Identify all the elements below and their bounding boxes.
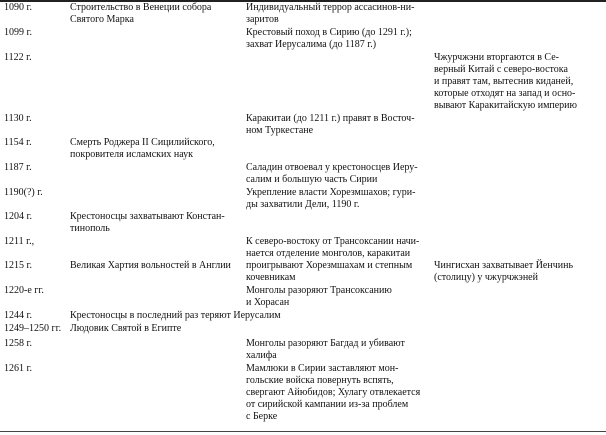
row-date: 1122 г. (4, 52, 32, 63)
row-date: 1190(?) г. (4, 187, 43, 198)
row-date: 1258 г. (4, 338, 32, 349)
cell-middle-east: Каракитаи (до 1211 г.) правят в Восточ- ном Туркестане (246, 113, 415, 136)
row-date: 1154 г. (4, 137, 32, 148)
cell-europe: Крестоносцы в последний раз теряют Иерусалим (70, 310, 281, 321)
row-date: 1215 г. (4, 260, 32, 271)
row-date: 1211 г., (4, 236, 35, 247)
row-date: 1249–1250 гг. (4, 323, 62, 334)
row-date: 1220-е гг. (4, 285, 44, 296)
row-date: 1130 г. (4, 113, 32, 124)
cell-east: Чжурчжэни вторгаются в Се- верный Китай с северо-востока и правят там, вытеснив киданей, которые отходят на запад и осно- вывают Каракитайскую империю (434, 52, 578, 111)
row-date: 1261 г. (4, 363, 32, 374)
cell-middle-east: Индивидуальный террор ассасинов-ни- заритов (246, 2, 415, 25)
cell-europe: Крестоносцы захватывают Констан- тинополь (70, 211, 225, 234)
cell-middle-east: Крестовый поход в Сирию (до 1291 г.); захват Иерусалима (до 1187 г.) (246, 27, 412, 50)
cell-middle-east: Мамлюки в Сирии заставляют мон- гольские войска повернуть вспять, свергают Айюбидов; Хулагу отвлекается от сирийской кампании из-за проблем с Берке (246, 363, 421, 422)
cell-middle-east: Монголы разоряют Трансоксанию и Хорасан (246, 285, 392, 308)
cell-europe: Людовик Святой в Египте (70, 323, 182, 334)
row-date: 1187 г. (4, 162, 32, 173)
table-bottom-rule (0, 431, 606, 432)
row-date: 1204 г. (4, 211, 32, 222)
cell-middle-east: Монголы разоряют Багдад и убивают халифа (246, 338, 405, 361)
cell-middle-east: Саладин отвоевал у крестоносцев Иеру- салим и большую часть Сирии (246, 162, 418, 185)
cell-europe: Великая Хартия вольностей в Англии (70, 260, 231, 271)
cell-europe: Строительство в Венеции собора Святого Марка (70, 2, 212, 25)
row-date: 1244 г. (4, 310, 32, 321)
cell-east: Чингисхан захватывает Йенчинь (столицу) у чжурчжэней (434, 260, 574, 283)
cell-europe: Смерть Роджера II Сицилийского, покровителя исламских наук (70, 137, 215, 160)
row-date: 1099 г. (4, 27, 32, 38)
cell-middle-east: Укрепление власти Хорезмшахов; гури- ды захватили Дели, 1190 г. (246, 187, 416, 210)
cell-middle-east: К северо-востоку от Трансоксании начи- нается отделение монголов, каракитаи проигрывают Хорезмшахам и степным кочевникам (246, 236, 420, 283)
row-date: 1090 г. (4, 2, 32, 13)
